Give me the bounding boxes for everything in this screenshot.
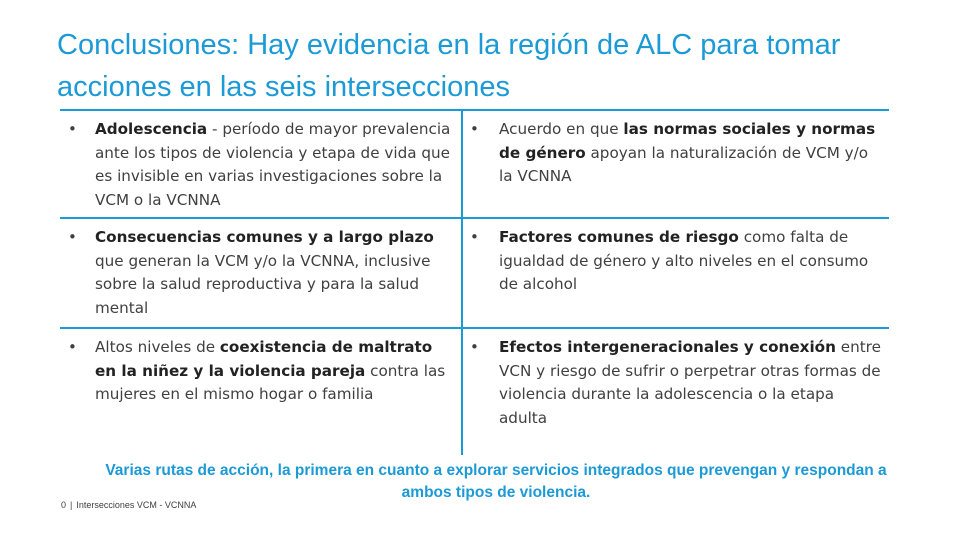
footer-text: Intersecciones VCM - VCNNA — [76, 500, 197, 510]
table-row — [60, 329, 889, 455]
bullet-icon: • — [470, 228, 479, 246]
table-row — [60, 111, 889, 219]
cell-adolescencia — [60, 111, 461, 217]
cell-factores-riesgo — [461, 219, 889, 327]
cell-bold-text: las normas sociales y normas de género — [499, 120, 876, 162]
table-row — [60, 219, 889, 329]
cell-bold-text: Factores comunes de riesgo — [499, 228, 739, 246]
bullet-icon: • — [68, 120, 77, 138]
cell-bold-text: Adolescencia — [95, 120, 208, 138]
cell-text: como falta de igualdad de género y alto niveles en el consumo de alcohol — [499, 228, 869, 293]
page-footer — [61, 500, 200, 510]
cell-normas-sociales — [461, 111, 889, 217]
footer-separator: | — [70, 500, 73, 510]
intersections-table — [60, 109, 889, 455]
cell-text: que generan la VCM y/o la VCNNA, inclusive sobre la salud reproductiva y para la salud mental — [95, 251, 431, 317]
cell-text: contra las mujeres en el mismo hogar o familia — [95, 361, 446, 403]
cell-bold-text: coexistencia de maltrato en la niñez y la violencia pareja — [95, 338, 433, 380]
cell-text: entre VCN y riesgo de sufrir o perpetrar otras formas de violencia durante la adolescencia o la etapa adulta — [499, 338, 881, 427]
cell-text: apoyan la naturalización de VCM y/o la VCNNA — [499, 143, 869, 185]
cell-text-pre: Altos niveles de — [95, 338, 220, 356]
bullet-icon: • — [470, 338, 479, 356]
page-number: 0 — [61, 500, 67, 510]
cell-bold-text: Efectos intergeneracionales y conexión — [499, 338, 836, 356]
cell-text-pre: Acuerdo en que — [499, 120, 624, 138]
conclusion-note: Varias rutas de acción, la primera en cuanto a explorar servicios integrados que prevengan y respondan a ambos tipos de violencia. — [105, 462, 887, 501]
cell-coexistencia — [60, 329, 461, 455]
bullet-icon: • — [470, 120, 479, 138]
cell-bold-text: Consecuencias comunes y a largo plazo — [95, 228, 434, 246]
cell-consecuencias — [60, 219, 461, 327]
cell-efectos-intergeneracionales — [461, 329, 889, 455]
bullet-icon: • — [68, 338, 77, 356]
cell-text: - período de mayor prevalencia ante los tipos de violencia y etapa de vida que es invisible en varias investigaciones sobre la VCM o la VCNNA — [95, 120, 451, 209]
slide-title: Conclusiones: Hay evidencia en la región de ALC para tomar acciones en las seis intersecciones — [57, 29, 841, 103]
bullet-icon: • — [68, 228, 77, 246]
